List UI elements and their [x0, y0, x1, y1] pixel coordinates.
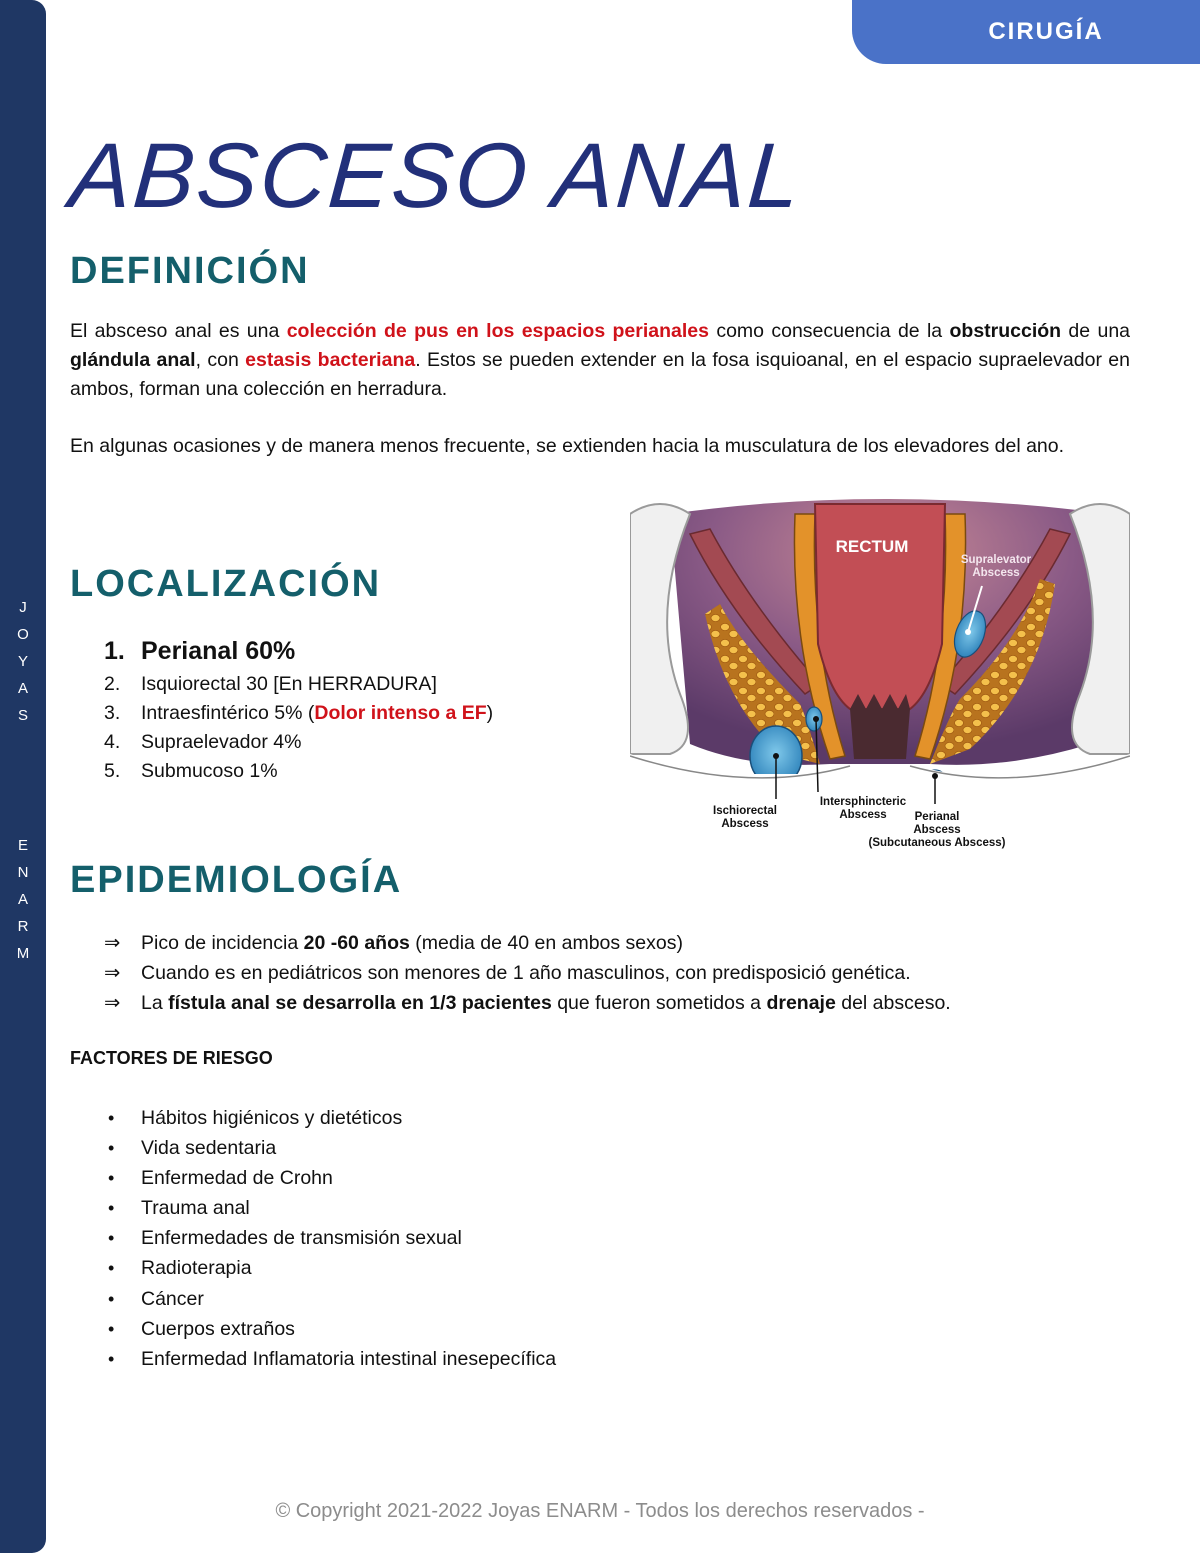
- list-text: Hábitos higiénicos y dietéticos: [141, 1107, 403, 1129]
- list-text: Cuerpos extraños: [141, 1317, 295, 1340]
- label-ischiorectal-2: Abscess: [721, 818, 769, 830]
- text-run: como consecuencia de la: [708, 320, 950, 342]
- list-item: [108, 1284, 556, 1314]
- list-text: Enfermedades de transmisión sexual: [141, 1227, 462, 1250]
- epidemiologia-list: [104, 928, 951, 1018]
- label-intersphincteric-1: Intersphincteric: [819, 796, 907, 808]
- list-item: [104, 670, 493, 699]
- definition-paragraph-1: [70, 317, 1130, 404]
- list-number: 1.: [104, 637, 125, 665]
- arrow-icon: ⇒: [104, 962, 121, 984]
- list-item: [104, 958, 951, 988]
- list-item: [104, 988, 951, 1018]
- label-perianal-3: (Subcutaneous Abscess): [868, 837, 1006, 849]
- heading-definicion: DEFINICIÓN: [70, 250, 310, 292]
- list-text: Radioterapia: [141, 1257, 252, 1280]
- highlight-bold: 20 -60 años: [303, 932, 410, 954]
- highlight-bold: fístula anal se desarrolla en 1/3 pacientes: [168, 992, 552, 1014]
- anal-abscess-diagram: [630, 494, 1130, 854]
- sidebar-bar: [0, 0, 46, 1553]
- sidebar-letter: A: [17, 891, 28, 908]
- copyright-footer: © Copyright 2021-2022 Joyas ENARM - Todos los derechos reservados -: [275, 1500, 925, 1522]
- sidebar-letter: J: [19, 599, 27, 616]
- list-text: Intraesfintérico 5% (: [141, 702, 315, 724]
- list-number: 3.: [104, 702, 121, 724]
- text-run: , con: [195, 349, 246, 371]
- label-supralevator-1: Supralevator: [960, 554, 1032, 566]
- sidebar-word-enarm: [14, 832, 32, 967]
- list-number: 2.: [104, 673, 121, 695]
- list-item: [108, 1314, 556, 1344]
- list-item: [108, 1253, 556, 1283]
- highlight-bold: glándula anal: [70, 349, 196, 371]
- sidebar-letter: N: [17, 864, 29, 881]
- list-number: 5.: [104, 760, 121, 782]
- list-item: [104, 928, 951, 958]
- localizacion-list: [104, 632, 493, 786]
- bullet-icon: •: [108, 1198, 115, 1219]
- arrow-icon: ⇒: [104, 992, 121, 1014]
- sidebar-word-joyas: [14, 594, 32, 729]
- text-run: El absceso anal es una: [70, 320, 287, 342]
- leader-dot: [965, 629, 971, 635]
- text-run: La: [141, 992, 169, 1014]
- bullet-icon: •: [108, 1108, 115, 1128]
- list-text: Cáncer: [141, 1287, 204, 1310]
- bullet-icon: •: [108, 1258, 115, 1279]
- definition-paragraph-2: En algunas ocasiones y de manera menos frecuente, se extienden hacia la musculatura de los elevadores del ano.: [70, 435, 1065, 457]
- label-rectum: RECTUM: [835, 537, 909, 556]
- highlight-bold: drenaje: [766, 992, 836, 1014]
- heading-epidemiologia: EPIDEMIOLOGÍA: [70, 859, 403, 901]
- leader-dot: [932, 773, 938, 779]
- list-text: Perianal 60%: [141, 637, 296, 665]
- rectum: [815, 504, 945, 709]
- sidebar-letter: O: [17, 626, 29, 643]
- bullet-icon: •: [108, 1228, 115, 1249]
- list-text: ): [486, 702, 494, 724]
- list-text: Enfermedad de Crohn: [141, 1167, 333, 1190]
- text-run: del absceso.: [835, 992, 951, 1014]
- list-text: Trauma anal: [141, 1197, 250, 1220]
- bullet-icon: •: [108, 1168, 115, 1189]
- sidebar-letter: E: [17, 837, 28, 854]
- label-ischiorectal-1: Ischiorectal: [713, 805, 777, 817]
- sidebar-letter: M: [16, 945, 30, 962]
- leader-dot: [773, 753, 779, 759]
- list-text: Vida sedentaria: [141, 1137, 277, 1160]
- text-run: (media de 40 en ambos sexos): [409, 932, 683, 954]
- bullet-icon: •: [108, 1288, 115, 1309]
- text-run: de una: [1061, 320, 1131, 342]
- list-item: [108, 1193, 556, 1223]
- label-supralevator-2: Abscess: [972, 567, 1020, 579]
- list-item: [104, 699, 493, 728]
- list-item: [108, 1103, 556, 1133]
- bullet-icon: •: [108, 1138, 115, 1159]
- arrow-icon: ⇒: [104, 932, 121, 954]
- factores-list: [108, 1103, 556, 1374]
- list-text: Enfermedad Inflamatoria intestinal inesepecífica: [141, 1347, 557, 1370]
- sidebar-letter: A: [17, 680, 28, 697]
- list-number: 4.: [104, 731, 121, 753]
- list-item: [104, 757, 493, 786]
- text-run: . Estos se pueden extender en la fosa isquioanal, en el espacio supraelevador en ambos, forman una colección en herradura.: [70, 349, 1131, 400]
- label-intersphincteric-2: Abscess: [839, 809, 887, 821]
- leader-dot: [813, 716, 819, 722]
- list-item: [108, 1133, 556, 1163]
- text-run: que fueron sometidos a: [551, 992, 767, 1014]
- sidebar-letter: R: [17, 918, 29, 935]
- heading-localizacion: LOCALIZACIÓN: [70, 563, 382, 605]
- list-item: [104, 632, 493, 670]
- highlight-bold: obstrucción: [949, 320, 1062, 342]
- label-perianal-2: Abscess: [913, 824, 961, 836]
- list-item: [108, 1163, 556, 1193]
- section-badge: [852, 0, 1200, 64]
- label-perianal-1: Perianal: [914, 811, 960, 823]
- list-item: [108, 1344, 556, 1374]
- highlight-red: colección de pus en los espacios perianales: [286, 320, 709, 342]
- text-run: Cuando es en pediátricos son menores de 1 año masculinos, con predisposició genética.: [141, 962, 911, 984]
- bullet-icon: •: [108, 1348, 115, 1369]
- sidebar-letter: S: [17, 707, 28, 724]
- list-text: Isquiorectal 30 [En HERRADURA]: [141, 673, 437, 695]
- bullet-icon: •: [108, 1318, 115, 1339]
- highlight-red: Dolor intenso a EF: [314, 702, 487, 724]
- text-run: Pico de incidencia: [141, 932, 304, 954]
- heading-factores: FACTORES DE RIESGO: [70, 1048, 273, 1068]
- highlight-red: estasis bacteriana: [245, 349, 416, 371]
- list-item: [108, 1223, 556, 1253]
- page-title: ABSCESO ANAL: [66, 125, 805, 227]
- list-text: Supraelevador 4%: [141, 731, 302, 753]
- list-item: [104, 728, 493, 757]
- badge-label: CIRUGÍA: [988, 18, 1104, 45]
- sidebar-letter: Y: [17, 653, 28, 670]
- list-text: Submucoso 1%: [141, 760, 278, 782]
